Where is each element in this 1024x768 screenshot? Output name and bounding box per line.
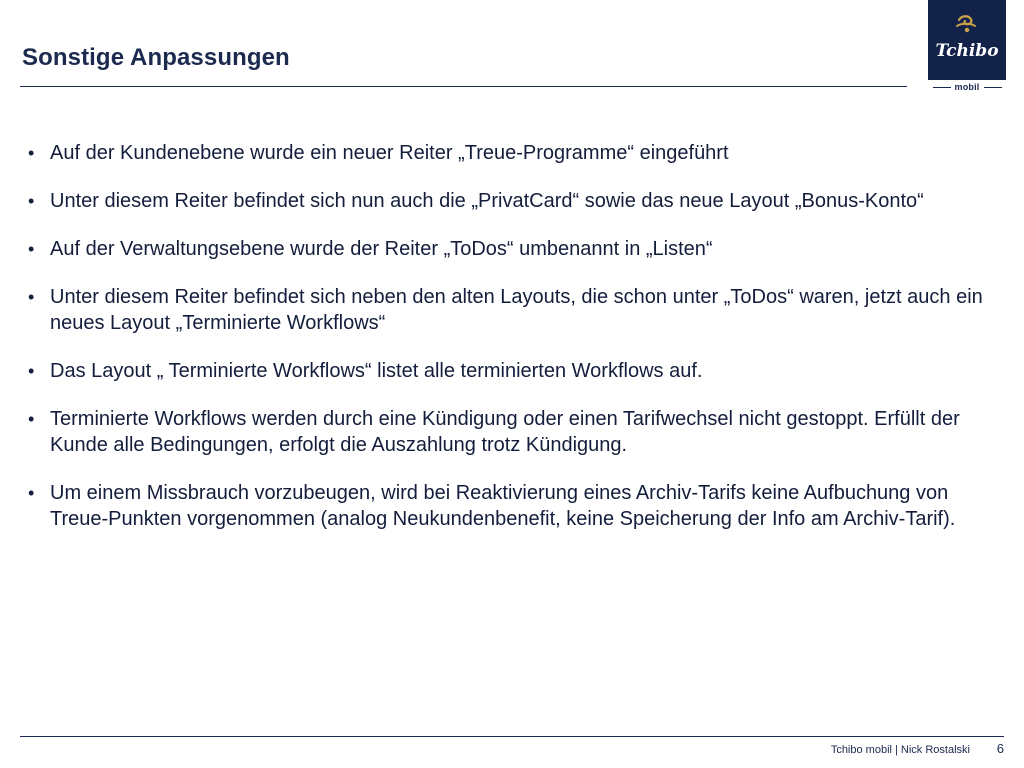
bullet-text: Terminierte Workflows werden durch eine Kündigung oder einen Tarifwechsel nicht gestoppt. Erfüllt der Kunde alle Bedingungen, erfolgt die Auszahlung trotz Kündigung. [50,408,960,456]
bullet-dot: • [28,191,35,211]
logo-subline [928,80,1006,94]
bullet-item [26,236,986,262]
bullet-item [26,358,986,384]
logo-line-left [933,87,951,88]
bullet-item [26,188,986,214]
logo-wordmark: Tchibo [935,41,999,61]
footer-divider [20,736,1004,737]
logo-line-right [984,87,1002,88]
bullet-list [26,140,986,554]
bullet-text: Auf der Kundenebene wurde ein neuer Reiter „Treue-Programme“ eingeführt [50,142,729,164]
bullet-text: Unter diesem Reiter befindet sich neben den alten Layouts, die schon unter „ToDos“ waren, jetzt auch ein neues Layout „Terminierte Workflows“ [50,286,983,334]
bullet-item [26,140,986,166]
footer-credit: Tchibo mobil | Nick Rostalski [830,744,970,756]
bullet-item [26,480,986,532]
bullet-dot: • [28,287,35,307]
bullet-item [26,406,986,458]
bullet-dot: • [28,239,35,259]
bullet-dot: • [28,361,35,381]
page-number: 6 [996,741,1004,756]
title-divider [20,86,907,87]
bullet-item [26,284,986,336]
bullet-text: Unter diesem Reiter befindet sich nun auch die „PrivatCard“ sowie das neue Layout „Bonus-Konto“ [50,190,924,212]
bullet-dot: • [28,483,35,503]
bullet-dot: • [28,409,35,429]
logo-mobil-label: mobil [954,82,980,92]
bullet-dot: • [28,143,35,163]
bullet-text: Um einem Missbrauch vorzubeugen, wird bei Reaktivierung eines Archiv-Tarifs keine Aufbuchung von Treue-Punkten vorgenommen (analog Neukundenbenefit, keine Speicherung der Info am Archiv-Tarif). [50,482,956,530]
bullet-text: Das Layout „ Terminierte Workflows“ listet alle terminierten Workflows auf. [50,360,703,382]
tchibo-logo-icon [928,0,1006,80]
slide-title: Sonstige Anpassungen [22,44,290,71]
bullet-text: Auf der Verwaltungsebene wurde der Reiter „ToDos“ umbenannt in „Listen“ [50,238,713,260]
